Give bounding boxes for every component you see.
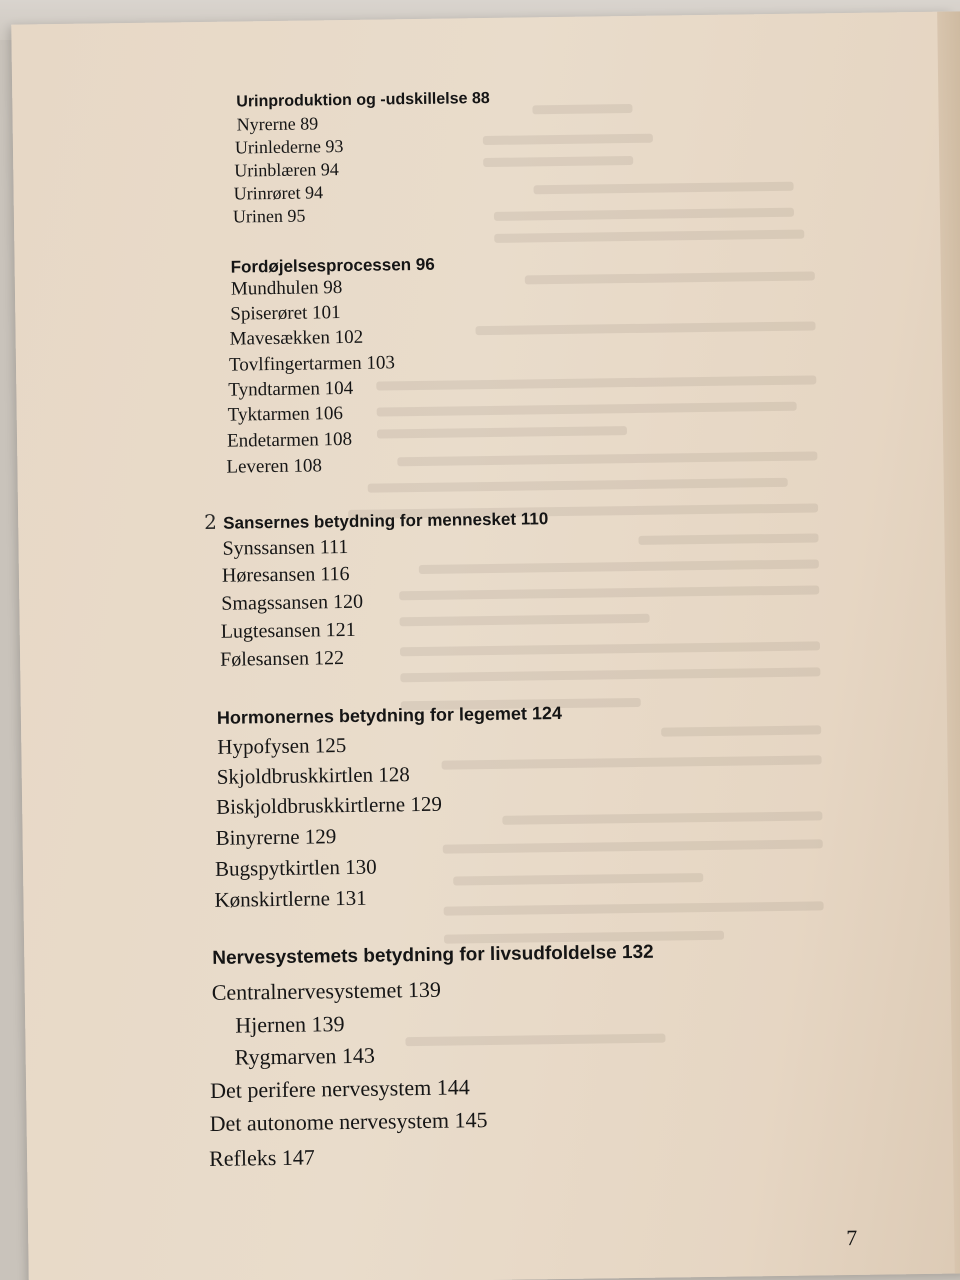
- toc-entry: Leveren 108: [226, 455, 323, 478]
- toc-entry-sub: Hjernen 139: [235, 1011, 345, 1038]
- toc-entry: Urinlederne 93: [234, 135, 344, 158]
- toc-entry: Følesansen 122: [219, 647, 345, 671]
- toc-entry: Centralnervesystemet 139: [211, 976, 442, 1005]
- toc-entry: Lugtesansen 121: [220, 618, 356, 643]
- toc-entry: Tyndtarmen 104: [228, 377, 354, 401]
- toc-entry: Endetarmen 108: [226, 428, 353, 452]
- toc-entry: Spiserøret 101: [230, 302, 341, 325]
- toc-entry: Binyrerne 129: [215, 824, 337, 850]
- section-heading: Fordøjelsesprocessen 96: [230, 254, 435, 277]
- toc-entry: Urinen 95: [232, 205, 306, 227]
- toc-entry: Synssansen 111: [222, 535, 349, 560]
- toc-entry: Urinblæren 94: [234, 159, 339, 181]
- toc-entry: Bugspytkirtlen 130: [214, 854, 377, 881]
- section-heading: Sansernes betydning for mennesket 110: [223, 509, 549, 533]
- section-heading: Hormonernes betydning for legemet 124: [216, 703, 563, 728]
- toc-entry: Hypofysen 125: [217, 733, 347, 759]
- section-heading: Nervesystemets betydning for livsudfoldelse 132: [212, 941, 654, 969]
- toc-entry: Høresansen 116: [221, 562, 350, 587]
- table-of-contents: [11, 11, 960, 1280]
- toc-entry: Mundhulen 98: [230, 277, 343, 300]
- toc-entry: Skjoldbruskkirtlen 128: [216, 762, 411, 789]
- toc-entry: Mavesækken 102: [229, 326, 364, 350]
- toc-entry: Tyktarmen 106: [227, 403, 344, 426]
- toc-entry: Urinrøret 94: [233, 182, 324, 204]
- toc-entry: Det autonome nervesystem 145: [209, 1107, 488, 1136]
- toc-entry: Tovlfingertarmen 103: [228, 352, 396, 376]
- toc-entry: Nyrerne 89: [236, 113, 319, 135]
- margin-mark: 2: [204, 509, 218, 534]
- toc-entry: Biskjoldbruskkirtlerne 129: [216, 791, 443, 819]
- toc-entry: Kønskirtlerne 131: [214, 885, 367, 912]
- toc-entry-sub: Rygmarven 143: [234, 1042, 376, 1070]
- toc-entry: Det perifere nervesystem 144: [209, 1074, 470, 1103]
- toc-entry: Refleks 147: [208, 1144, 315, 1171]
- page-number: 7: [846, 1224, 858, 1251]
- book-page: [11, 11, 960, 1280]
- section-heading: Urinproduktion og -udskillelse 88: [236, 89, 490, 111]
- toc-entry: Smagssansen 120: [221, 590, 364, 615]
